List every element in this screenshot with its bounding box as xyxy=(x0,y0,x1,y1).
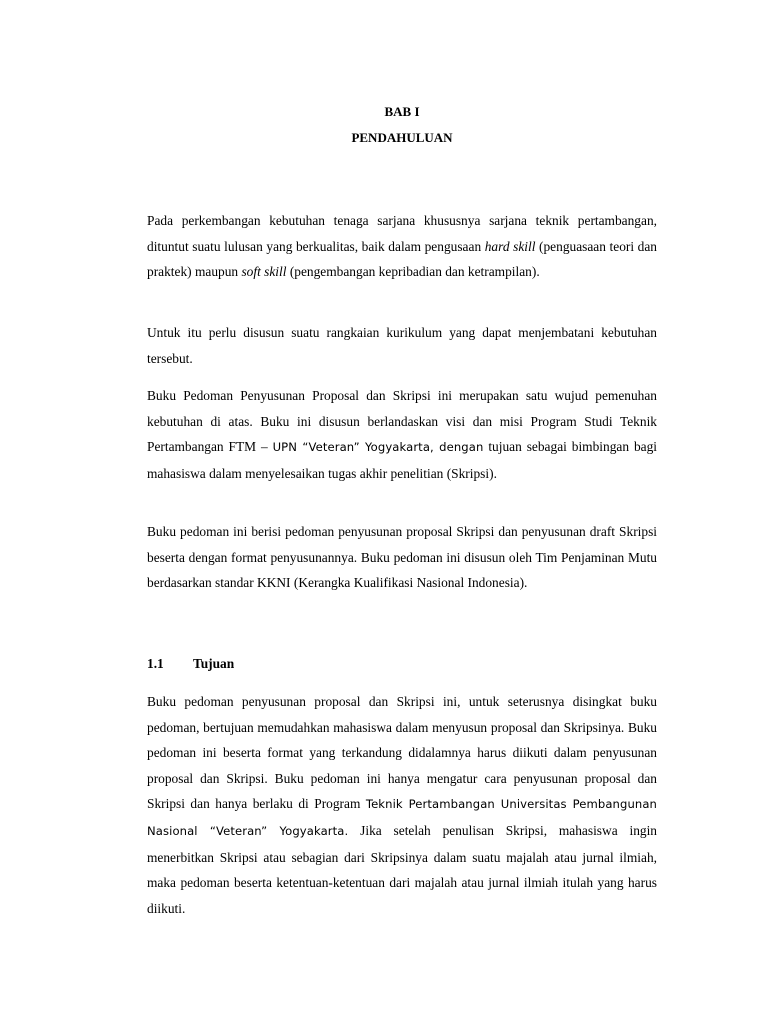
intro-p1-text-a: Pada perkembangan kebutuhan tenaga sarjana khususnya sarjana teknik pertambangan, dituntut suatu lulusan yang berkualitas, baik dalam pengusaan xyxy=(147,213,657,254)
chapter-number: BAB I xyxy=(384,104,420,119)
hard-skill-term: hard skill xyxy=(484,238,536,254)
intro-paragraph-4: Buku pedoman ini berisi pedoman penyusunan proposal Skripsi dan penyusunan draft Skripsi beserta dengan format penyusunannya. Buku pedoman ini disusun oleh Tim Penjaminan Mutu berdasarkan standar KKNI (Kerangka Kualifikasi Nasional Indonesia). xyxy=(147,524,657,591)
section-p1-text-a: Buku pedoman penyusunan proposal dan Skripsi ini, untuk seterusnya disingkat buku pedoman, bertujuan memudahkan mahasiswa dalam menyusun proposal dan Skripsinya. Buku pedoman ini beserta format yang terkandung didalamnya harus diikuti dalam penyusunan proposal dan Skripsi. Buku pedoman ini hanya mengatur cara penyusunan proposal dan Skripsi dan hanya berlaku di Program xyxy=(147,694,657,812)
chapter-title: PENDAHULUAN xyxy=(351,130,453,145)
section-heading xyxy=(147,656,234,672)
soft-skill-term: soft skill xyxy=(241,264,287,280)
section-paragraph-1 xyxy=(147,689,657,921)
section-number: 1.1 xyxy=(147,656,164,671)
intro-p1-text-b: (penguasaan teori dan praktek) maupun xyxy=(147,238,657,280)
intro-p1-text-c: (pengembangan kepribadian dan ketrampilan). xyxy=(286,264,540,280)
section-title: Tujuan xyxy=(193,656,235,671)
intro-paragraph-3 xyxy=(147,383,657,486)
intro-paragraph-1 xyxy=(147,208,657,285)
section-p1-sans-text: Teknik Pertambangan Universitas Pembangunan Nasional “Veteran” Yogyakarta. xyxy=(147,797,658,838)
intro-p3-text-b: tujuan sebagai bimbingan bagi mahasiswa dalam menyelesaikan tugas akhir penelitian (Skripsi). xyxy=(147,439,658,481)
intro-p3-sans-text: UPN “Veteran” Yogyakarta, dengan xyxy=(272,440,484,455)
section-p1-text-b: Jika setelah penulisan Skripsi, mahasiswa ingin menerbitkan Skripsi atau sebagian dari Skripsinya dalam suatu majalah atau jurnal ilmiah, maka pedoman beserta ketentuan-ketentuan dari majalah atau jurnal ilmiah itulah yang harus diikuti. xyxy=(147,822,658,916)
intro-paragraph-2: Untuk itu perlu disusun suatu rangkaian kurikulum yang dapat menjembatani kebutuhan tersebut. xyxy=(147,325,657,366)
intro-p3-text-a: Buku Pedoman Penyusunan Proposal dan Skripsi ini merupakan satu wujud pemenuhan kebutuhan di atas. Buku ini disusun berlandaskan visi dan misi Program Studi Teknik Pertambangan FTM – xyxy=(147,388,657,455)
